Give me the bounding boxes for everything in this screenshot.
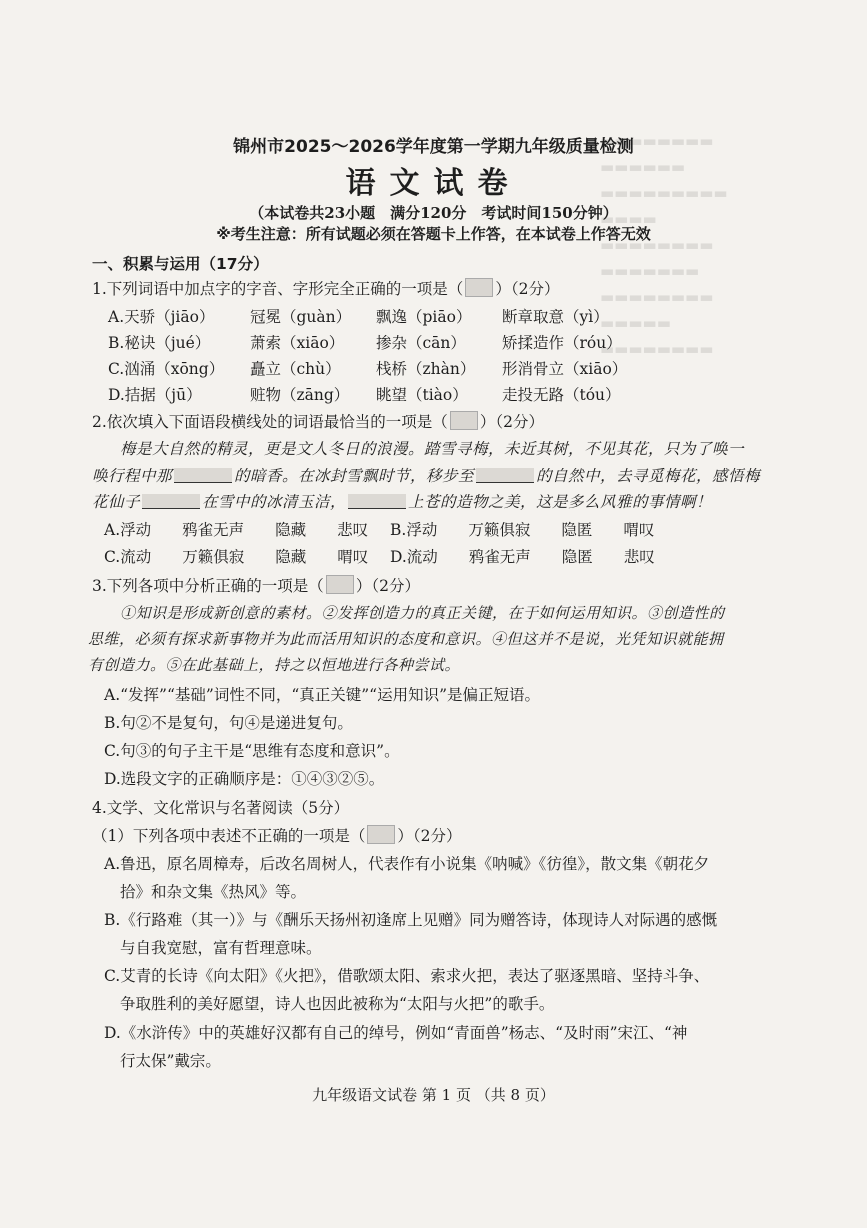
fill-blank-1[interactable] (174, 468, 232, 483)
question-4-1-stem: （1）下列各项中表述不正确的一项是（ ）（2分） (92, 827, 462, 845)
answer-blank-q2[interactable] (450, 411, 478, 430)
q1-c-1: C.汹涌（xōng） (108, 360, 225, 378)
q1-b-4: 矫揉造作（róu） (502, 334, 622, 352)
paren-close: ） (397, 827, 413, 845)
q2-option-c: C.流动 万籁俱寂 隐藏 喟叹 (104, 548, 369, 566)
question-4-title: 4.文学、文化常识与名著阅读（5分） (92, 799, 350, 817)
exam-info: （本试卷共23小题 满分120分 考试时间150分钟） (249, 204, 618, 222)
q1-a-2: 冠冕（guàn） (250, 308, 352, 326)
page-footer: 九年级语文试卷 第 1 页 （共 8 页） (312, 1086, 555, 1104)
paren-open: （ (432, 413, 448, 431)
exam-title: 语文试卷 (345, 166, 522, 201)
q3-passage-line-3: 有创造力。⑤在此基础上，持之以恒地进行各种尝试。 (88, 656, 461, 674)
q1-d-2: 赃物（zāng） (250, 386, 350, 404)
question-3-score: （2分） (371, 577, 420, 595)
exam-notice: ※考生注意：所有试题必须在答题卡上作答，在本试卷上作答无效 (216, 225, 651, 243)
q3-option-d: D.选段文字的正确顺序是：①④③②⑤。 (104, 770, 385, 788)
q2-option-b: B.浮动 万籁俱寂 隐匿 喟叹 (390, 521, 655, 539)
q2-option-d: D.流动 鸦雀无声 隐匿 悲叹 (390, 548, 655, 566)
q1-d-1: D.拮据（jū） (108, 386, 202, 404)
q3-option-c: C.句③的句子主干是“思维有态度和意识”。 (104, 742, 400, 760)
q1-b-1: B.秘诀（jué） (108, 334, 211, 352)
fill-blank-2[interactable] (476, 468, 534, 483)
q2-passage-line-2: 唤行程中那 的暗香。在冰封雪飘时节，移步至 的自然中，去寻觅梅花，感悟梅 (92, 467, 761, 485)
fill-blank-4[interactable] (348, 494, 406, 509)
q1-a-1: A.天骄（jiāo） (108, 308, 215, 326)
q1-c-3: 栈桥（zhàn） (376, 360, 476, 378)
q1-b-2: 萧索（xiāo） (250, 334, 345, 352)
q3-passage-line-2: 思维，必须有探求新事物并为此而活用知识的态度和意识。④但这并不是说，光凭知识就能拥 (88, 630, 724, 648)
q1-c-4: 形消骨立（xiāo） (502, 360, 628, 378)
paren-open: （ (349, 827, 366, 845)
question-3-stem (92, 574, 420, 596)
q4-option-d-line-1: D.《水浒传》中的英雄好汉都有自己的绰号，例如“青面兽”杨志、“及时雨”宋江、“神 (104, 1024, 688, 1042)
exam-header: 锦州市2025～2026学年度第一学期九年级质量检测 (233, 137, 634, 157)
question-1-stem (92, 277, 559, 299)
q1-a-3: 飘逸（piāo） (376, 308, 472, 326)
q3-option-a: A.“发挥”“基础”词性不同，“真正关键”“运用知识”是偏正短语。 (104, 686, 541, 704)
question-3-text: 3.下列各项中分析正确的一项是 (92, 577, 309, 595)
paren-open: （ (447, 280, 464, 298)
q1-c-2: 矗立（chù） (250, 360, 341, 378)
q2-option-a: A.浮动 鸦雀无声 隐藏 悲叹 (104, 521, 369, 539)
q1-b-3: 掺杂（cān） (376, 334, 466, 352)
q4-option-d-line-2: 行太保”戴宗。 (120, 1052, 221, 1070)
q2-passage-line-3: 花仙子 在雪中的冰清玉洁， 上苍的造物之美，这是多么风雅的事情啊！ (92, 493, 713, 511)
q4-option-b-line-1: B.《行路难（其一）》与《酬乐天扬州初逢席上见赠》同为赠答诗，体现诗人对际遇的感慨 (104, 911, 718, 929)
question-1-text: 1.下列词语中加点字的字音、字形完全正确的一项是 (92, 280, 448, 298)
question-2-score: （2分） (495, 413, 544, 431)
q1-d-4: 走投无路（tóu） (502, 386, 621, 404)
paren-close: ） (355, 577, 372, 595)
question-2-text: 2.依次填入下面语段横线处的词语最恰当的一项是 (92, 413, 433, 431)
paren-close: ） (495, 280, 511, 298)
q2-passage-line-1: 梅是大自然的精灵，更是文人冬日的浪漫。踏雪寻梅，未近其树，不见其花，只为了唤一 (120, 440, 745, 458)
answer-blank-q3[interactable] (326, 575, 354, 594)
q4-option-a-line-1: A.鲁迅，原名周樟寿，后改名周树人，代表作有小说集《呐喊》《彷徨》，散文集《朝花夕 (104, 855, 710, 873)
answer-blank-q4-1[interactable] (367, 825, 395, 844)
paren-open: （ (308, 577, 324, 595)
paren-close: ） (479, 413, 496, 431)
fill-blank-3[interactable] (142, 494, 200, 509)
bleed-through-decoration: ▬▬▬▬▬▬▬▬ ▬▬▬▬▬▬ ▬▬▬▬▬▬▬▬▬ ▬▬▬▬ ▬▬▬▬▬▬▬▬ ▬▬▬▬▬▬▬ ▬▬▬▬▬▬▬▬ ▬▬▬▬▬ ▬▬▬▬▬▬▬▬ (600, 132, 728, 358)
section-title: 一、积累与运用（17分） (92, 255, 269, 273)
q4-option-c-line-1: C.艾青的长诗《向太阳》《火把》，借歌颂太阳、索求火把，表达了驱逐黑暗、坚持斗争、 (104, 967, 710, 985)
question-1-score: （2分） (510, 280, 560, 298)
q4-option-b-line-2: 与自我宽慰，富有哲理意味。 (120, 939, 322, 957)
q4-option-c-line-2: 争取胜利的美好愿望，诗人也因此被称为“太阳与火把”的歌手。 (120, 995, 555, 1013)
q3-passage-line-1: ①知识是形成新创意的素材。②发挥创造力的真正关键，在于如何运用知识。③创造性的 (120, 604, 725, 622)
q4-option-a-line-2: 拾》和杂文集《热风》等。 (120, 883, 307, 901)
q1-a-4: 断章取意（yì） (502, 308, 609, 326)
q3-option-b: B.句②不是复句，句④是递进复句。 (104, 714, 353, 732)
q1-d-3: 眺望（tiào） (376, 386, 468, 404)
question-2-stem (92, 410, 544, 432)
answer-blank-q1[interactable] (465, 278, 493, 297)
